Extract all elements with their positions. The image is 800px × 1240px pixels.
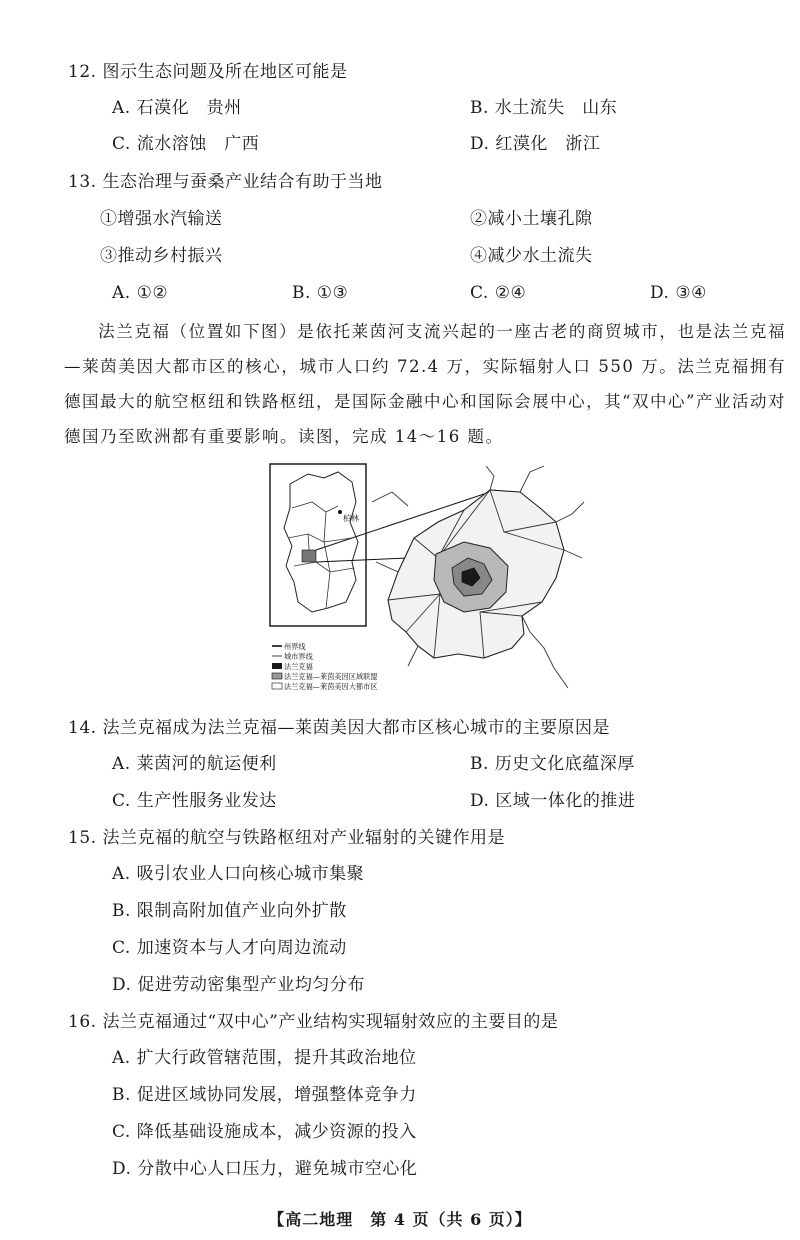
q12-option-d: D. 红漠化 浙江: [470, 134, 601, 154]
q13-item-3: ③推动乡村振兴: [100, 246, 223, 266]
legend-state-line: 州界线: [284, 642, 306, 651]
q15-option-d: D. 促进劳动密集型产业均匀分布: [112, 975, 365, 995]
q12-option-a: A. 石漠化 贵州: [112, 98, 242, 118]
map-legend: [272, 642, 377, 691]
q12-option-b: B. 水土流失 山东: [470, 98, 618, 118]
q16-option-c: C. 降低基础设施成本，减少资源的投入: [112, 1122, 417, 1142]
q14-option-d: D. 区域一体化的推进: [470, 791, 636, 811]
q16-stem: 16. 法兰克福通过“双中心”产业结构实现辐射效应的主要目的是: [68, 1012, 559, 1032]
q14-option-c: C. 生产性服务业发达: [112, 791, 277, 811]
q13-stem: 13. 生态治理与蚕桑产业结合有助于当地: [68, 172, 383, 192]
page-footer: 【高二地理 第 4 页（共 6 页）】: [268, 1210, 532, 1229]
legend-metro-area: 法兰克福—莱茵美因大都市区: [284, 682, 378, 691]
q14-stem: 14. 法兰克福成为法兰克福—莱茵美因大都市区核心城市的主要原因是: [68, 718, 610, 738]
berlin-dot: [338, 510, 342, 514]
q12-stem: 12. 图示生态问题及所在地区可能是: [68, 62, 348, 82]
q13-option-d: D. ③④: [650, 283, 707, 303]
legend-frankfurt: 法兰克福: [284, 662, 313, 671]
q13-option-a: A. ①②: [112, 283, 169, 303]
q15-option-b: B. 限制高附加值产业向外扩散: [112, 901, 347, 921]
reading-passage: [64, 314, 786, 454]
q16-option-d: D. 分散中心人口压力，避免城市空心化: [112, 1159, 418, 1179]
q16-option-a: A. 扩大行政管辖范围，提升其政治地位: [112, 1048, 417, 1068]
inset-frankfurt-region: [302, 550, 316, 562]
q14-option-b: B. 历史文化底蕴深厚: [470, 754, 635, 774]
q15-option-c: C. 加速资本与人才向周边流动: [112, 938, 347, 958]
q15-option-a: A. 吸引农业人口向核心城市集聚: [112, 864, 365, 884]
q15-stem: 15. 法兰克福的航空与铁路枢纽对产业辐射的关键作用是: [68, 828, 505, 848]
berlin-label: 柏林: [343, 514, 359, 523]
legend-alliance: 法兰克福—莱茵美因区域联盟: [284, 672, 378, 681]
q12-option-c: C. 流水溶蚀 广西: [112, 134, 260, 154]
q13-item-4: ④减少水土流失: [470, 246, 593, 266]
q14-option-a: A. 莱茵河的航运便利: [112, 754, 277, 774]
legend-city-line: 城市界线: [284, 652, 313, 661]
q13-item-1: ①增强水汽输送: [100, 209, 223, 229]
q13-option-b: B. ①③: [292, 283, 349, 303]
q13-option-c: C. ②④: [470, 283, 527, 303]
q16-option-b: B. 促进区域协同发展，增强整体竞争力: [112, 1085, 417, 1105]
passage-text: 法兰克福（位置如下图）是依托莱茵河支流兴起的一座古老的商贸城市，也是法兰克福—莱茵美因大都市区的核心，城市人口约 72.4 万，实际辐射人口 550 万。法兰克福拥有德国最大的航空枢纽和铁路枢纽，是国际金融中心和国际会展中心，其“双中心”产业活动对德国乃至欧洲都有重要影响。读图，完成 14～16 题。: [64, 322, 786, 446]
frankfurt-region-map: [268, 462, 598, 702]
q13-item-2: ②减小土壤孔隙: [470, 209, 593, 229]
